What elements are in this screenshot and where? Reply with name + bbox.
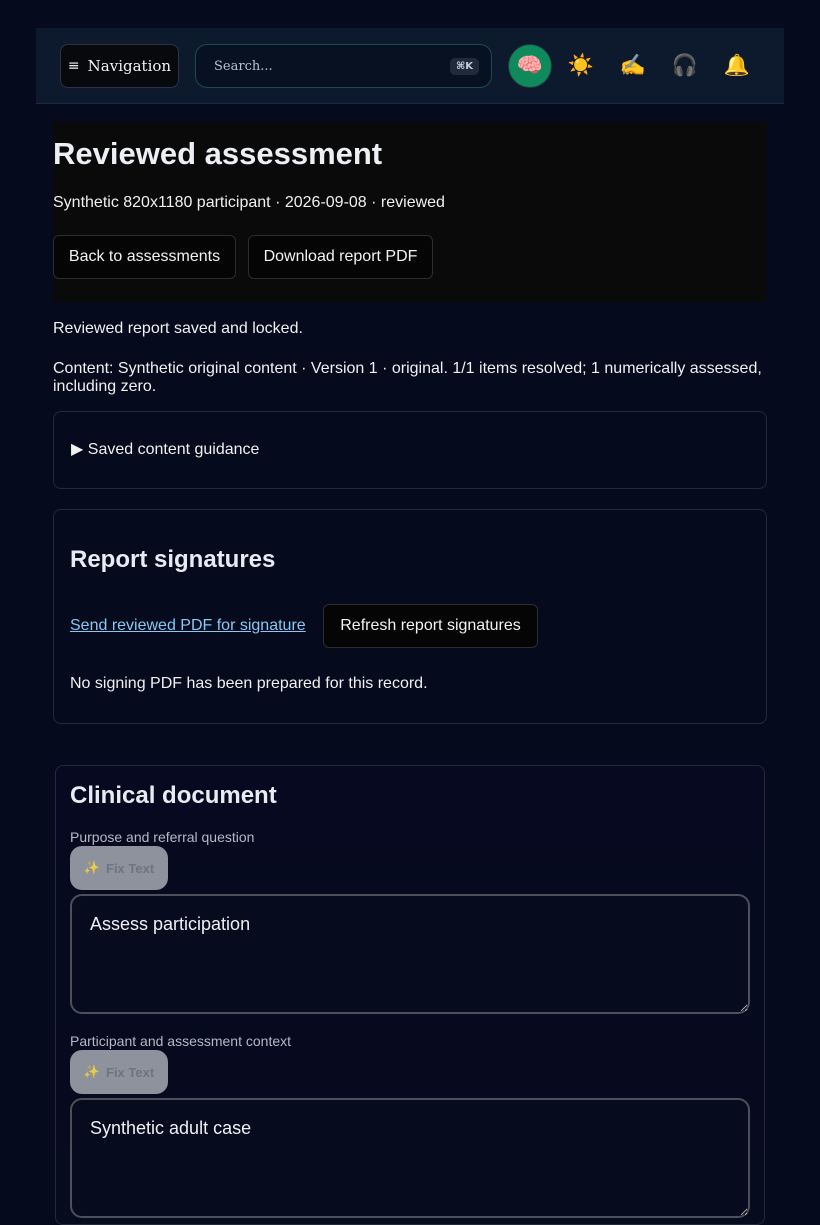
shortcut-badge: ⌘K bbox=[450, 58, 479, 75]
search-input[interactable] bbox=[212, 58, 450, 75]
download-report-pdf-button[interactable]: Download report PDF bbox=[248, 235, 433, 279]
send-for-signature-link[interactable]: Send reviewed PDF for signature bbox=[70, 617, 306, 634]
saved-content-guidance[interactable] bbox=[53, 411, 767, 489]
guidance-summary-label: Saved content guidance bbox=[87, 441, 260, 458]
report-signatures-panel bbox=[53, 509, 767, 724]
document-title: Clinical document bbox=[70, 782, 277, 809]
clinical-document-panel bbox=[55, 765, 765, 1225]
content-summary-line-1: Content: Synthetic original content · Version 1 · original. 1/1 items resolved; 1 numerically assessed, bbox=[53, 360, 762, 377]
saved-status: Reviewed report saved and locked. bbox=[53, 320, 303, 337]
signing-status-note: No signing PDF has been prepared for this record. bbox=[70, 675, 428, 692]
fix-text-label: Fix Text bbox=[106, 1064, 155, 1080]
navigation-button[interactable] bbox=[60, 44, 179, 88]
refresh-signatures-button[interactable]: Refresh report signatures bbox=[323, 604, 538, 648]
headphones-icon[interactable]: 🎧 bbox=[671, 54, 699, 77]
writing-hand-icon[interactable]: ✍️ bbox=[619, 54, 647, 77]
fix-text-button[interactable] bbox=[70, 1050, 168, 1094]
field-label-purpose: Purpose and referral question bbox=[70, 829, 255, 845]
sun-icon[interactable]: ☀️ bbox=[567, 54, 595, 77]
fix-text-label: Fix Text bbox=[106, 860, 155, 876]
signatures-title: Report signatures bbox=[70, 546, 276, 573]
sparkles-icon: ✨ bbox=[83, 1064, 100, 1079]
top-bar bbox=[36, 28, 784, 104]
content-summary-line-2: including zero. bbox=[53, 378, 157, 395]
context-textarea[interactable] bbox=[70, 1098, 750, 1218]
assessment-header bbox=[53, 122, 767, 302]
assessment-meta: Synthetic 820x1180 participant · 2026-09-08 · reviewed bbox=[53, 194, 445, 211]
guidance-summary[interactable] bbox=[71, 439, 259, 459]
purpose-textarea[interactable] bbox=[70, 894, 750, 1014]
disclosure-triangle-icon: ▶ bbox=[71, 441, 84, 458]
sparkles-icon: ✨ bbox=[83, 860, 100, 875]
navigation-label: Navigation bbox=[87, 57, 172, 75]
menu-icon: ≡ bbox=[67, 58, 80, 74]
page-title: Reviewed assessment bbox=[53, 136, 383, 171]
back-to-assessments-button[interactable]: Back to assessments bbox=[53, 235, 236, 279]
search-box[interactable] bbox=[195, 44, 492, 88]
bell-icon[interactable]: 🔔 bbox=[723, 54, 751, 77]
field-label-context: Participant and assessment context bbox=[70, 1033, 292, 1049]
fix-text-button[interactable] bbox=[70, 846, 168, 890]
brain-icon[interactable]: 🧠 bbox=[508, 44, 552, 88]
